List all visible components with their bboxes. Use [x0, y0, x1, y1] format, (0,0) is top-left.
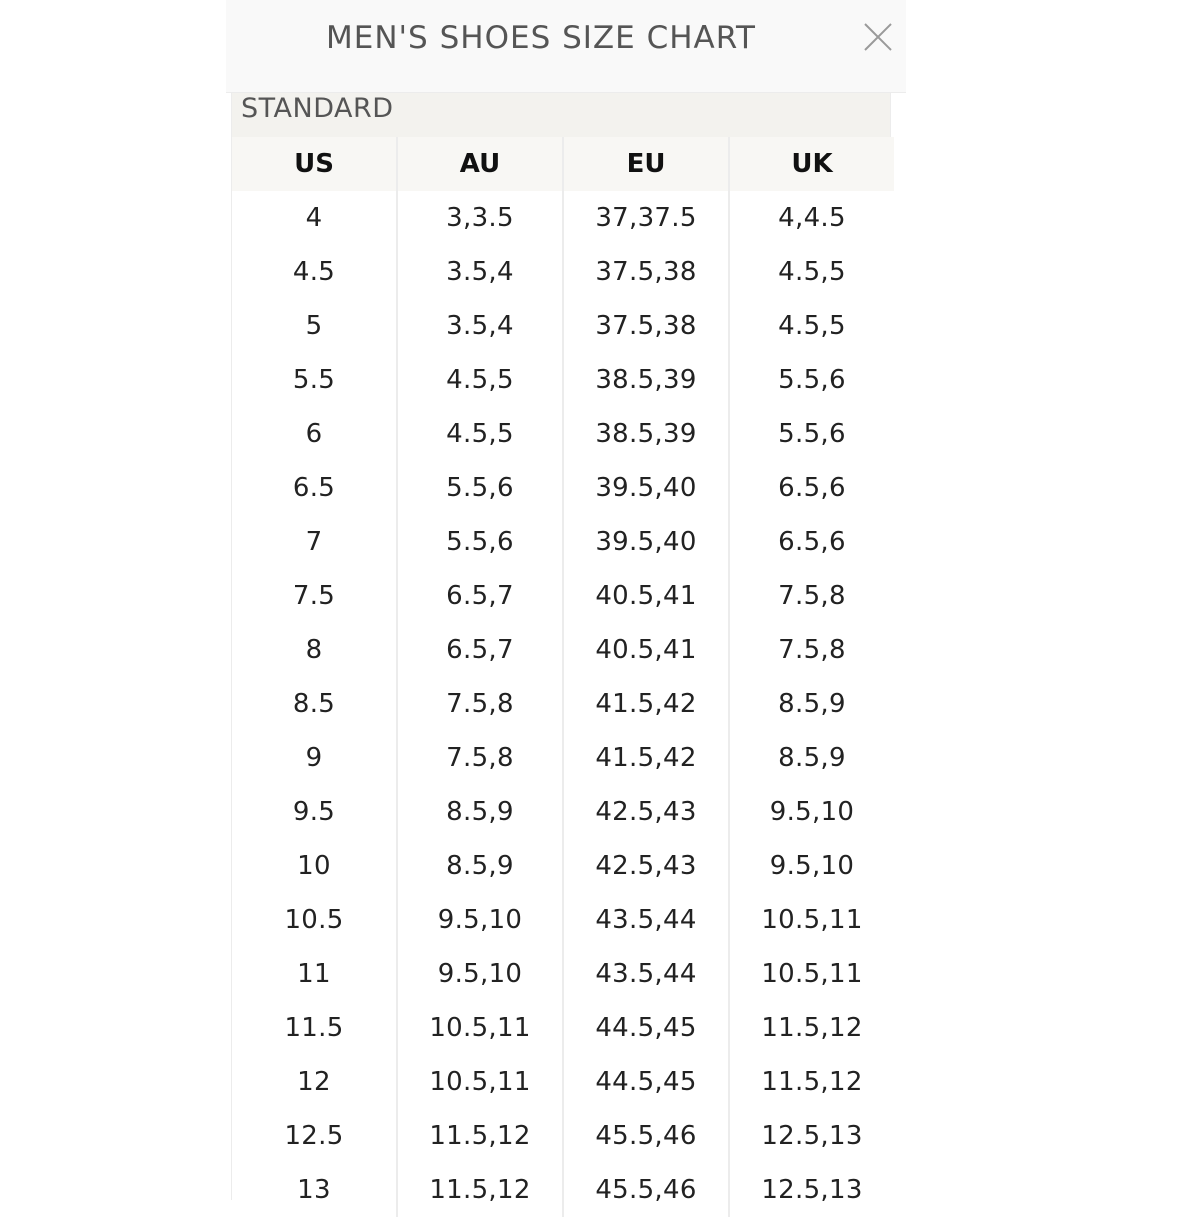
table-row — [232, 785, 894, 839]
cell-au: 11.5,12 — [397, 1163, 563, 1217]
cell-uk: 6.5,6 — [729, 461, 894, 515]
cell-eu: 44.5,45 — [563, 1055, 729, 1109]
cell-uk: 9.5,10 — [729, 839, 894, 893]
cell-au: 3,3.5 — [397, 191, 563, 245]
cell-uk: 8.5,9 — [729, 731, 894, 785]
cell-us: 4.5 — [232, 245, 397, 299]
cell-uk: 7.5,8 — [729, 569, 894, 623]
table-row — [232, 1055, 894, 1109]
cell-us: 5 — [232, 299, 397, 353]
cell-au: 9.5,10 — [397, 893, 563, 947]
cell-uk: 9.5,10 — [729, 785, 894, 839]
table-row — [232, 461, 894, 515]
column-header-eu: EU — [563, 137, 729, 191]
table-row — [232, 1109, 894, 1163]
column-header-au: AU — [397, 137, 563, 191]
table-row — [232, 245, 894, 299]
table-row — [232, 731, 894, 785]
cell-uk: 8.5,9 — [729, 677, 894, 731]
cell-eu: 38.5,39 — [563, 407, 729, 461]
close-icon — [862, 21, 894, 53]
cell-eu: 38.5,39 — [563, 353, 729, 407]
cell-us: 6.5 — [232, 461, 397, 515]
cell-uk: 4,4.5 — [729, 191, 894, 245]
cell-eu: 45.5,46 — [563, 1163, 729, 1217]
cell-us: 6 — [232, 407, 397, 461]
cell-au: 3.5,4 — [397, 299, 563, 353]
cell-us: 8 — [232, 623, 397, 677]
cell-us: 5.5 — [232, 353, 397, 407]
modal-title: MEN'S SHOES SIZE CHART — [326, 20, 756, 56]
cell-au: 6.5,7 — [397, 569, 563, 623]
cell-uk: 4.5,5 — [729, 245, 894, 299]
table-row — [232, 299, 894, 353]
table-row — [232, 839, 894, 893]
cell-us: 4 — [232, 191, 397, 245]
table-row — [232, 677, 894, 731]
cell-uk: 6.5,6 — [729, 515, 894, 569]
cell-au: 7.5,8 — [397, 731, 563, 785]
column-header-uk: UK — [729, 137, 894, 191]
cell-au: 10.5,11 — [397, 1055, 563, 1109]
modal-header — [226, 0, 906, 93]
cell-us: 10 — [232, 839, 397, 893]
cell-au: 9.5,10 — [397, 947, 563, 1001]
cell-eu: 41.5,42 — [563, 677, 729, 731]
cell-au: 5.5,6 — [397, 461, 563, 515]
table-row — [232, 1163, 894, 1217]
cell-uk: 10.5,11 — [729, 893, 894, 947]
cell-eu: 40.5,41 — [563, 623, 729, 677]
cell-eu: 43.5,44 — [563, 893, 729, 947]
cell-au: 8.5,9 — [397, 785, 563, 839]
cell-eu: 37.5,38 — [563, 299, 729, 353]
cell-us: 7.5 — [232, 569, 397, 623]
cell-us: 12 — [232, 1055, 397, 1109]
cell-uk: 4.5,5 — [729, 299, 894, 353]
cell-us: 11 — [232, 947, 397, 1001]
cell-eu: 43.5,44 — [563, 947, 729, 1001]
cell-eu: 39.5,40 — [563, 461, 729, 515]
table-row — [232, 947, 894, 1001]
close-button[interactable] — [862, 21, 894, 53]
cell-au: 11.5,12 — [397, 1109, 563, 1163]
cell-uk: 5.5,6 — [729, 407, 894, 461]
cell-uk: 12.5,13 — [729, 1109, 894, 1163]
cell-eu: 40.5,41 — [563, 569, 729, 623]
table-row — [232, 893, 894, 947]
cell-eu: 41.5,42 — [563, 731, 729, 785]
cell-au: 4.5,5 — [397, 407, 563, 461]
cell-us: 7 — [232, 515, 397, 569]
cell-uk: 5.5,6 — [729, 353, 894, 407]
cell-us: 9.5 — [232, 785, 397, 839]
table-row — [232, 353, 894, 407]
cell-us: 8.5 — [232, 677, 397, 731]
cell-au: 7.5,8 — [397, 677, 563, 731]
table-header-row — [232, 137, 894, 191]
table-row — [232, 1001, 894, 1055]
cell-au: 8.5,9 — [397, 839, 563, 893]
table-row — [232, 191, 894, 245]
cell-uk: 11.5,12 — [729, 1055, 894, 1109]
cell-uk: 10.5,11 — [729, 947, 894, 1001]
cell-eu: 39.5,40 — [563, 515, 729, 569]
cell-eu: 37.5,38 — [563, 245, 729, 299]
size-chart-content[interactable] — [231, 93, 891, 1205]
cell-eu: 37,37.5 — [563, 191, 729, 245]
cell-uk: 12.5,13 — [729, 1163, 894, 1217]
section-label-text: STANDARD — [241, 93, 394, 124]
cell-eu: 44.5,45 — [563, 1001, 729, 1055]
cell-us: 9 — [232, 731, 397, 785]
size-table — [232, 137, 894, 1217]
section-label — [232, 93, 890, 138]
cell-au: 3.5,4 — [397, 245, 563, 299]
table-row — [232, 569, 894, 623]
cell-eu: 45.5,46 — [563, 1109, 729, 1163]
cell-eu: 42.5,43 — [563, 839, 729, 893]
cell-us: 13 — [232, 1163, 397, 1217]
cell-au: 5.5,6 — [397, 515, 563, 569]
column-header-us: US — [232, 137, 397, 191]
cell-au: 4.5,5 — [397, 353, 563, 407]
cell-eu: 42.5,43 — [563, 785, 729, 839]
table-row — [232, 623, 894, 677]
table-row — [232, 515, 894, 569]
cell-us: 12.5 — [232, 1109, 397, 1163]
table-row — [232, 407, 894, 461]
table-body — [232, 191, 894, 1217]
cell-uk: 7.5,8 — [729, 623, 894, 677]
cell-us: 10.5 — [232, 893, 397, 947]
cell-uk: 11.5,12 — [729, 1001, 894, 1055]
cell-au: 6.5,7 — [397, 623, 563, 677]
cell-us: 11.5 — [232, 1001, 397, 1055]
cell-au: 10.5,11 — [397, 1001, 563, 1055]
